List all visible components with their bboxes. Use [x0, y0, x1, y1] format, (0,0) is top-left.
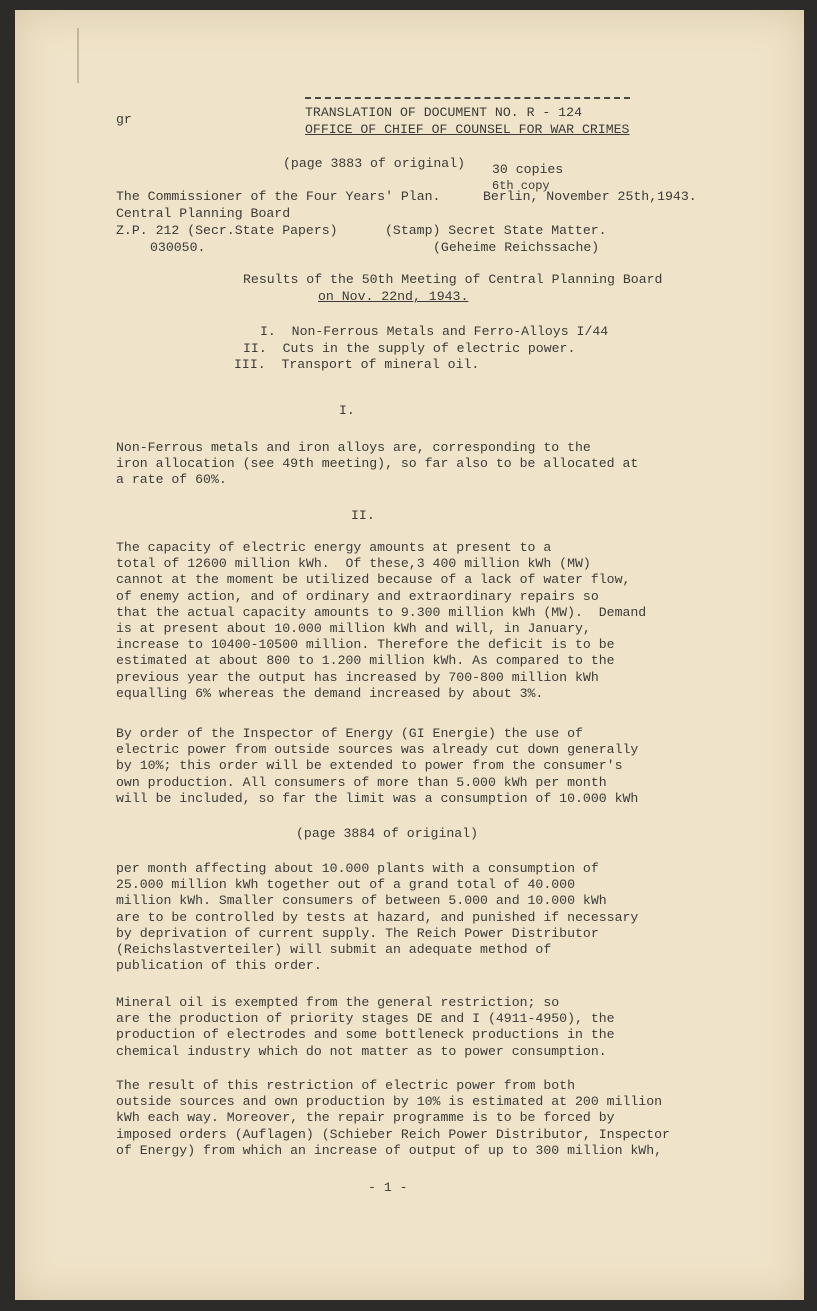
agenda-item: II. Cuts in the supply of electric power.: [243, 341, 576, 356]
place-date: Berlin, November 25th,1943.: [483, 189, 697, 204]
page-reference-top: (page 3883 of original): [283, 156, 466, 171]
section-one-paragraph: Non-Ferrous metals and iron alloys are, corresponding to the iron allocation (see 49th meeting), so far also to be allocated at a rate of 60%.: [116, 440, 639, 488]
consumption-paragraph: per month affecting about 10.000 plants with a consumption of 25.000 million kWh together out of a grand total of 40.000 million kWh. Smaller consumers of between 5.000 and 10.000 kWh are to be controlled by tests at hazard, and punished if necessary by deprivation of current supply. The Reich Power Distributor (Reichslastverteiler) will submit an adequate method of publication of this order.: [116, 861, 639, 974]
section-heading-one: I.: [339, 403, 355, 418]
board-name: Central Planning Board: [116, 206, 291, 221]
agenda-item: III. Transport of mineral oil.: [234, 357, 480, 372]
inspector-order-paragraph: By order of the Inspector of Energy (GI Energie) the use of electric power from outside sources was already cut down generally by 10%; this order will be extended to power from the consumer's own production. All consumers of more than 5.000 kWh per month will be included, so far the limit was a consumption of 10.000 kWh: [116, 726, 639, 806]
page-number: - 1 -: [368, 1180, 408, 1195]
restriction-result-paragraph: The result of this restriction of electric power from both outside sources and own production by 10% is estimated at 200 million kWh each way. Moreover, the repair programme is to be forced by imposed orders (Auflagen) (Schieber Reich Power Distributor, Inspector of Energy) from which an increase of output of up to 300 million kWh,: [116, 1078, 670, 1158]
results-title: Results of the 50th Meeting of Central Planning Board: [243, 272, 663, 287]
secret-stamp-german: (Geheime Reichssache): [433, 240, 600, 255]
serial-number: 030050.: [150, 240, 206, 255]
issuer: The Commissioner of the Four Years' Plan.: [116, 189, 441, 204]
copy-number: 6th copy: [492, 179, 550, 193]
mineral-oil-paragraph: Mineral oil is exempted from the general restriction; so are the production of priority stages DE and I (4911-4950), the production of electrodes and some bottleneck productions in the chemical industry which do not matter as to power consumption.: [116, 995, 615, 1059]
secret-stamp: (Stamp) Secret State Matter.: [385, 223, 607, 238]
copies-count: 30 copies: [492, 162, 564, 177]
typist-initials: gr: [116, 112, 132, 127]
reference-number: Z.P. 212 (Secr.State Papers): [116, 223, 338, 238]
agenda-item: I. Non-Ferrous Metals and Ferro-Alloys I/44: [260, 324, 609, 339]
section-heading-two: II.: [351, 508, 375, 523]
page-reference-mid: (page 3884 of original): [296, 826, 479, 841]
paper-fold-mark: [77, 28, 79, 83]
electric-capacity-paragraph: The capacity of electric energy amounts at present to a total of 12600 million kWh. Of these,3 400 million kWh (MW) cannot at the moment be utilized because of a lack of water flow, of enemy action, and of ordinary and extraordinary repairs so that the actual capacity amounts to 9.300 million kWh (MW). Demand is at present about 10.000 million kWh and will, in January, increase to 10400-10500 million. Therefore the deficit is to be estimated at about 800 to 1.200 million kWh. As compared to the previous year the output has increased by 700-800 million kWh equalling 6% whereas the demand increased by about 3%.: [116, 540, 647, 701]
results-date: on Nov. 22nd, 1943.: [318, 289, 469, 304]
office-title: OFFICE OF CHIEF OF COUNSEL FOR WAR CRIMES: [305, 122, 630, 137]
document-title: TRANSLATION OF DOCUMENT NO. R - 124: [305, 105, 582, 120]
header-dashed-rule: [305, 97, 630, 99]
